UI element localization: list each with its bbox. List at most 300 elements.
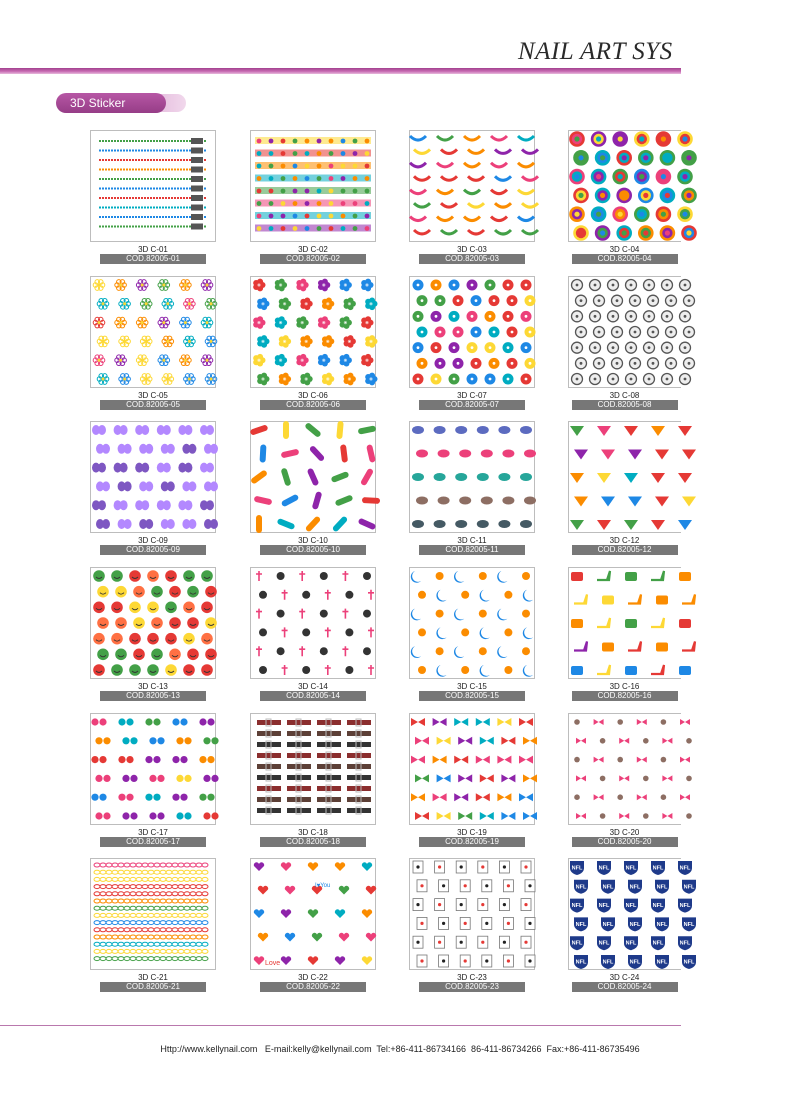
handbag bbox=[625, 619, 637, 628]
nfl-label: NFL bbox=[656, 884, 668, 891]
flower-center bbox=[365, 321, 368, 324]
heart bbox=[281, 956, 291, 965]
button-hole bbox=[529, 331, 532, 334]
flip-flop bbox=[438, 497, 450, 505]
ribbon-bow bbox=[495, 176, 511, 180]
ribbon-bow bbox=[495, 149, 511, 153]
circle-ring bbox=[596, 212, 601, 217]
ribbon-bow bbox=[495, 203, 511, 207]
chain-link bbox=[94, 899, 100, 903]
chain-link bbox=[172, 885, 178, 889]
card-pip bbox=[507, 922, 510, 925]
smiley-face bbox=[187, 617, 199, 629]
circle-ring bbox=[665, 193, 670, 198]
chain-link bbox=[142, 913, 148, 917]
chain-link bbox=[166, 949, 172, 953]
chain-link bbox=[136, 870, 142, 874]
flower-dot bbox=[353, 214, 358, 219]
flower-dot bbox=[305, 151, 310, 156]
daisy-center bbox=[102, 340, 105, 343]
high-heel bbox=[651, 618, 664, 627]
sticker-tile bbox=[90, 858, 216, 992]
chain-link bbox=[136, 892, 142, 896]
butterfly-wing bbox=[98, 463, 106, 473]
smiley-face bbox=[169, 617, 181, 629]
chain-link bbox=[100, 885, 106, 889]
smiley-face bbox=[201, 570, 213, 582]
section-label: 3D Sticker bbox=[56, 93, 166, 113]
chain-link bbox=[196, 906, 202, 910]
chain-link bbox=[172, 957, 178, 961]
smiley-face bbox=[151, 586, 163, 598]
ribbon-bow bbox=[410, 217, 426, 221]
chain-link bbox=[130, 906, 136, 910]
button-hole bbox=[489, 284, 492, 287]
moon bbox=[411, 609, 421, 621]
bikini-bottom bbox=[651, 473, 665, 483]
bow bbox=[411, 756, 425, 764]
sunglass-lens bbox=[184, 737, 191, 744]
zippers-pattern bbox=[91, 131, 215, 241]
chain-link bbox=[154, 949, 160, 953]
chain-link bbox=[160, 913, 166, 917]
flip-flop bbox=[434, 426, 446, 434]
smiley-face bbox=[201, 664, 213, 676]
flower-dot bbox=[281, 176, 286, 181]
sticker-tile bbox=[409, 276, 535, 410]
ribbon-bow bbox=[518, 190, 534, 194]
smiley-face bbox=[97, 617, 109, 629]
chain-link bbox=[118, 942, 124, 946]
belt bbox=[257, 775, 281, 780]
heart bbox=[281, 909, 291, 918]
circle-ring bbox=[578, 230, 583, 235]
chain-link bbox=[190, 913, 196, 917]
sticker-code: COD.82005-17 bbox=[100, 837, 206, 847]
ribbon-bow bbox=[437, 190, 453, 194]
button-hole bbox=[630, 284, 633, 287]
chain-link bbox=[142, 921, 148, 925]
button-hole bbox=[630, 346, 633, 349]
circle-ring bbox=[661, 174, 666, 179]
sunglass-lens bbox=[211, 812, 218, 819]
chain-link bbox=[112, 899, 118, 903]
butterfly-wing bbox=[145, 519, 153, 529]
flower-dot bbox=[317, 151, 322, 156]
chain-link bbox=[106, 942, 112, 946]
smiley-face bbox=[115, 649, 127, 661]
chain-link bbox=[196, 863, 202, 867]
flip-flop bbox=[459, 497, 471, 505]
bow bbox=[637, 757, 647, 763]
chain-link bbox=[130, 899, 136, 903]
chain-link bbox=[136, 885, 142, 889]
daisy-center bbox=[98, 359, 101, 362]
card-pip bbox=[464, 959, 467, 962]
button-hole bbox=[475, 362, 478, 365]
paw-print bbox=[600, 813, 606, 819]
belt bbox=[257, 786, 281, 791]
sticker-name: 3D C-08 bbox=[609, 391, 640, 400]
circle-ring bbox=[639, 174, 644, 179]
flip-flop bbox=[416, 497, 428, 505]
circle-ring bbox=[661, 136, 666, 141]
card-pip bbox=[528, 959, 531, 962]
cross bbox=[299, 646, 305, 656]
smiley-faces-pattern bbox=[91, 568, 215, 678]
chain-link bbox=[130, 935, 136, 939]
sticker-name: 3D C-06 bbox=[298, 391, 328, 400]
cross bbox=[282, 665, 288, 675]
bow bbox=[619, 813, 629, 819]
sun bbox=[479, 572, 487, 580]
sticker-name: 3D C-23 bbox=[457, 973, 487, 982]
smiley-face bbox=[129, 664, 141, 676]
ribbon-bow bbox=[410, 190, 426, 194]
button-hole bbox=[529, 299, 532, 302]
daisy-center bbox=[119, 359, 122, 362]
flower-center bbox=[348, 340, 351, 343]
flip-flop bbox=[412, 473, 424, 481]
paw-print bbox=[686, 776, 692, 782]
flower-dot bbox=[281, 139, 286, 144]
circle-ring bbox=[600, 155, 605, 160]
handbag bbox=[602, 596, 614, 605]
skull bbox=[277, 647, 285, 655]
sticker-thumbnail bbox=[568, 130, 681, 242]
flower-center bbox=[369, 377, 372, 380]
sticker-thumbnail bbox=[568, 858, 695, 970]
daisy-center bbox=[145, 340, 148, 343]
sticker-name: 3D C-14 bbox=[298, 682, 328, 691]
card-pip bbox=[416, 903, 419, 906]
cross bbox=[325, 665, 331, 675]
chain-link bbox=[148, 899, 154, 903]
toggle-button bbox=[336, 421, 344, 439]
card-pip bbox=[503, 865, 506, 868]
bikini-bottom bbox=[682, 497, 696, 507]
sunglass-lens bbox=[103, 737, 110, 744]
button-hole bbox=[435, 346, 438, 349]
flower-center bbox=[322, 321, 325, 324]
chain-link bbox=[118, 957, 124, 961]
flower-center bbox=[301, 321, 304, 324]
belt bbox=[287, 808, 311, 813]
flower-center bbox=[326, 302, 329, 305]
high-heel bbox=[574, 642, 587, 651]
flower-dot bbox=[353, 176, 358, 181]
paw-print bbox=[617, 719, 623, 725]
button-hole bbox=[594, 315, 597, 318]
card-pip bbox=[485, 922, 488, 925]
circle-ring bbox=[643, 155, 648, 160]
butterfly-wing bbox=[124, 481, 132, 491]
chain-link bbox=[112, 949, 118, 953]
handbag bbox=[625, 572, 637, 581]
chain-link bbox=[142, 892, 148, 896]
chain-link bbox=[124, 870, 130, 874]
smiley-face bbox=[111, 664, 123, 676]
smiley-face bbox=[183, 602, 195, 614]
flower-center bbox=[326, 340, 329, 343]
sunglass-lens bbox=[176, 812, 183, 819]
butterfly-wing bbox=[102, 519, 110, 529]
toggle-button bbox=[281, 449, 300, 459]
sun bbox=[504, 666, 512, 674]
flower-dot bbox=[329, 164, 334, 169]
paw-print bbox=[643, 813, 649, 819]
button-hole bbox=[525, 346, 528, 349]
flip-flop bbox=[520, 520, 532, 528]
button-hole bbox=[525, 315, 528, 318]
smiley-face bbox=[93, 602, 105, 614]
sunglass-lens bbox=[122, 775, 129, 782]
flower-dot bbox=[281, 189, 286, 194]
button-hole bbox=[630, 378, 633, 381]
button-hole bbox=[688, 331, 691, 334]
cross bbox=[282, 590, 288, 600]
chain-link bbox=[148, 877, 154, 881]
flower-center bbox=[279, 321, 282, 324]
chain-link bbox=[154, 921, 160, 925]
chain-link bbox=[190, 892, 196, 896]
skull bbox=[302, 628, 310, 636]
sunglass-lens bbox=[122, 737, 129, 744]
sun bbox=[479, 610, 487, 618]
toggle-button bbox=[250, 469, 268, 484]
circle-ring bbox=[639, 212, 644, 217]
chain-link bbox=[172, 899, 178, 903]
chain-link bbox=[178, 913, 184, 917]
smiley-face bbox=[165, 570, 177, 582]
heart bbox=[362, 956, 372, 965]
chain-link bbox=[136, 957, 142, 961]
circle-ring bbox=[643, 230, 648, 235]
zipper-pull bbox=[191, 214, 203, 220]
chain-link bbox=[154, 906, 160, 910]
sunglass-lens bbox=[203, 812, 210, 819]
flip-flop bbox=[455, 473, 467, 481]
daisy-center bbox=[206, 284, 209, 287]
smiley-face bbox=[111, 633, 123, 645]
sticker-tile bbox=[250, 130, 376, 264]
butterfly-wing bbox=[167, 519, 175, 529]
chain-link bbox=[142, 949, 148, 953]
smiley-face bbox=[129, 633, 141, 645]
sunglass-lens bbox=[145, 756, 152, 763]
daisy-center bbox=[188, 378, 191, 381]
chain-link bbox=[136, 935, 142, 939]
sticker-thumbnail bbox=[250, 276, 376, 388]
bikini-bottom bbox=[655, 497, 669, 507]
ribbon-bow bbox=[522, 230, 538, 234]
heart bbox=[258, 933, 268, 942]
belt bbox=[317, 797, 341, 802]
chain-link bbox=[166, 863, 172, 867]
butterfly-wing bbox=[141, 500, 149, 510]
flower-dot bbox=[341, 151, 346, 156]
card-pip bbox=[460, 903, 463, 906]
moon bbox=[497, 571, 507, 583]
chain-link bbox=[118, 870, 124, 874]
flower-dot bbox=[329, 189, 334, 194]
chain-link bbox=[136, 942, 142, 946]
sticker-tile bbox=[250, 567, 376, 701]
sunglass-lens bbox=[172, 756, 179, 763]
sunglass-lens bbox=[157, 737, 164, 744]
flower-dot bbox=[365, 226, 370, 231]
button-hole bbox=[471, 378, 474, 381]
butterfly-wing bbox=[188, 481, 196, 491]
button-hole bbox=[511, 299, 514, 302]
zipper-pull bbox=[191, 157, 203, 163]
flower-dot bbox=[257, 226, 262, 231]
cross bbox=[325, 590, 331, 600]
flower-dot bbox=[317, 176, 322, 181]
ribbon-bow bbox=[468, 149, 484, 153]
flower-dot bbox=[317, 214, 322, 219]
button-hole bbox=[594, 284, 597, 287]
bow bbox=[437, 737, 451, 745]
button-hole bbox=[493, 362, 496, 365]
flip-flop bbox=[477, 426, 489, 434]
ribbon-bow bbox=[491, 217, 507, 221]
daisy-center bbox=[184, 359, 187, 362]
button-hole bbox=[529, 362, 532, 365]
flip-flop bbox=[498, 520, 510, 528]
ribbon-bow bbox=[518, 163, 534, 167]
circle-ring bbox=[665, 230, 670, 235]
flower-dot bbox=[281, 164, 286, 169]
chain-link bbox=[100, 949, 106, 953]
flower-dot bbox=[257, 189, 262, 194]
button-hole bbox=[652, 299, 655, 302]
chain-link bbox=[106, 949, 112, 953]
flower-dot bbox=[269, 214, 274, 219]
smiley-face bbox=[165, 633, 177, 645]
flower-center bbox=[257, 321, 260, 324]
belt bbox=[287, 742, 311, 747]
flower-dot bbox=[257, 214, 262, 219]
sticker-name: 3D C-17 bbox=[138, 828, 168, 837]
butterfly-wing bbox=[167, 481, 175, 491]
flower-center bbox=[322, 359, 325, 362]
chain-link bbox=[106, 877, 112, 881]
nfl-label: NFL bbox=[598, 903, 610, 910]
button-hole bbox=[684, 346, 687, 349]
smiley-face bbox=[165, 602, 177, 614]
flip-flop bbox=[520, 426, 532, 434]
belt bbox=[257, 764, 281, 769]
ribbon-bows-pattern bbox=[410, 131, 534, 241]
bow bbox=[619, 775, 629, 781]
nfl-label: NFL bbox=[652, 940, 664, 947]
flower-dot bbox=[341, 164, 346, 169]
chain-link bbox=[196, 921, 202, 925]
daisy-center bbox=[210, 340, 213, 343]
bow bbox=[433, 756, 447, 764]
cross bbox=[368, 590, 374, 600]
card-pip bbox=[416, 865, 419, 868]
card-pip bbox=[442, 959, 445, 962]
flower-dot bbox=[353, 189, 358, 194]
button-hole bbox=[652, 331, 655, 334]
chain-link bbox=[100, 957, 106, 961]
bikini-bottom bbox=[570, 473, 584, 483]
flip-flop bbox=[481, 450, 493, 458]
cross bbox=[282, 627, 288, 637]
flower-dot bbox=[353, 139, 358, 144]
chain-link bbox=[118, 892, 124, 896]
chain-link bbox=[100, 899, 106, 903]
sunglass-lens bbox=[153, 756, 160, 763]
flower-dot bbox=[269, 226, 274, 231]
sticker-tile bbox=[568, 421, 681, 555]
belt bbox=[317, 742, 341, 747]
chain-link bbox=[154, 928, 160, 932]
chain-link bbox=[166, 921, 172, 925]
flower-dot bbox=[281, 226, 286, 231]
smiley-face bbox=[151, 649, 163, 661]
love-hearts-keys-pattern bbox=[251, 859, 375, 969]
chain-link bbox=[160, 892, 166, 896]
skull bbox=[259, 666, 267, 674]
daisy-center bbox=[188, 302, 191, 305]
bow bbox=[415, 774, 429, 782]
flower-dot bbox=[257, 151, 262, 156]
card-pip bbox=[420, 959, 423, 962]
chain-link bbox=[172, 863, 178, 867]
chain-link bbox=[190, 885, 196, 889]
daisy-center bbox=[184, 321, 187, 324]
cross bbox=[342, 571, 348, 581]
bow bbox=[594, 719, 604, 725]
bow bbox=[594, 757, 604, 763]
paw-print bbox=[661, 794, 667, 800]
smiley-face bbox=[151, 617, 163, 629]
flower-dot bbox=[341, 189, 346, 194]
bikini-bottom bbox=[628, 450, 642, 460]
sticker-name: 3D C-01 bbox=[138, 245, 168, 254]
button-hole bbox=[457, 299, 460, 302]
button-hole bbox=[580, 331, 583, 334]
button-hole bbox=[648, 315, 651, 318]
sticker-name: 3D C-19 bbox=[457, 828, 487, 837]
chain-link bbox=[202, 906, 208, 910]
belt bbox=[257, 808, 281, 813]
button-hole bbox=[525, 284, 528, 287]
chain-link bbox=[166, 935, 172, 939]
sunglass-lens bbox=[176, 775, 183, 782]
smiley-face bbox=[115, 586, 127, 598]
zipper-pull bbox=[191, 224, 203, 230]
heart bbox=[281, 862, 291, 871]
bow bbox=[497, 793, 511, 801]
button-hole bbox=[684, 284, 687, 287]
chain-link bbox=[202, 921, 208, 925]
flower-dot bbox=[293, 214, 298, 219]
sticker-name: 3D C-20 bbox=[609, 828, 640, 837]
bikini-bottom bbox=[601, 497, 615, 507]
button-hole bbox=[580, 362, 583, 365]
flower-center bbox=[305, 377, 308, 380]
circle-ring bbox=[686, 193, 691, 198]
chain-link bbox=[124, 877, 130, 881]
button-hole bbox=[576, 315, 579, 318]
sunglass-lens bbox=[172, 794, 179, 801]
card-pip bbox=[464, 922, 467, 925]
heart bbox=[335, 956, 345, 965]
